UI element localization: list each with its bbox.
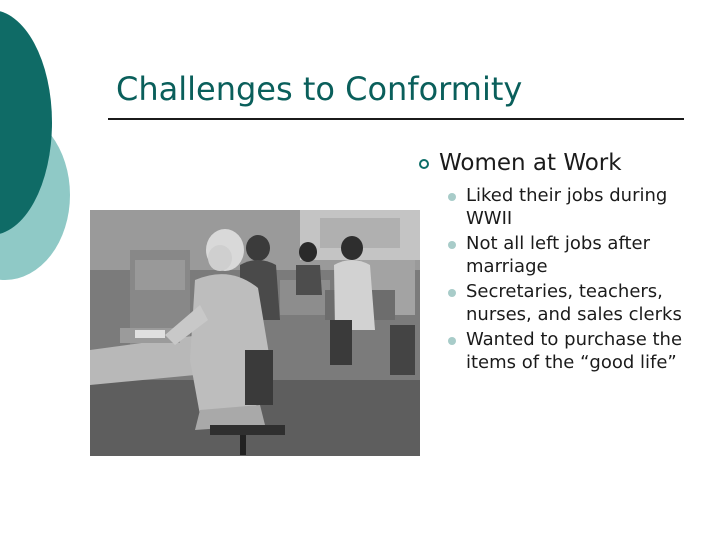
sub-bullet-text: Liked their jobs during WWII [466,185,668,229]
filled-circle-icon [448,241,456,249]
filled-circle-icon [448,289,456,297]
sub-bullet-text: Wanted to purchase the items of the “good life” [466,329,683,373]
hollow-circle-icon [419,159,429,169]
sub-bullet-text: Not all left jobs after marriage [466,233,651,277]
title-divider [108,118,684,120]
sub-bullet [448,329,718,374]
filled-circle-icon [448,337,456,345]
sub-bullet [448,233,718,278]
filled-circle-icon [448,193,456,201]
office-workers-photo [90,210,420,456]
sub-bullet [448,281,718,326]
sub-bullet [448,185,718,230]
sub-bullet-text: Secretaries, teachers, nurses, and sales clerks [466,281,682,325]
slide-title: Challenges to Conformity [116,70,523,108]
sub-bullet-list [448,185,718,377]
bullet-text: Women at Work [439,150,622,176]
